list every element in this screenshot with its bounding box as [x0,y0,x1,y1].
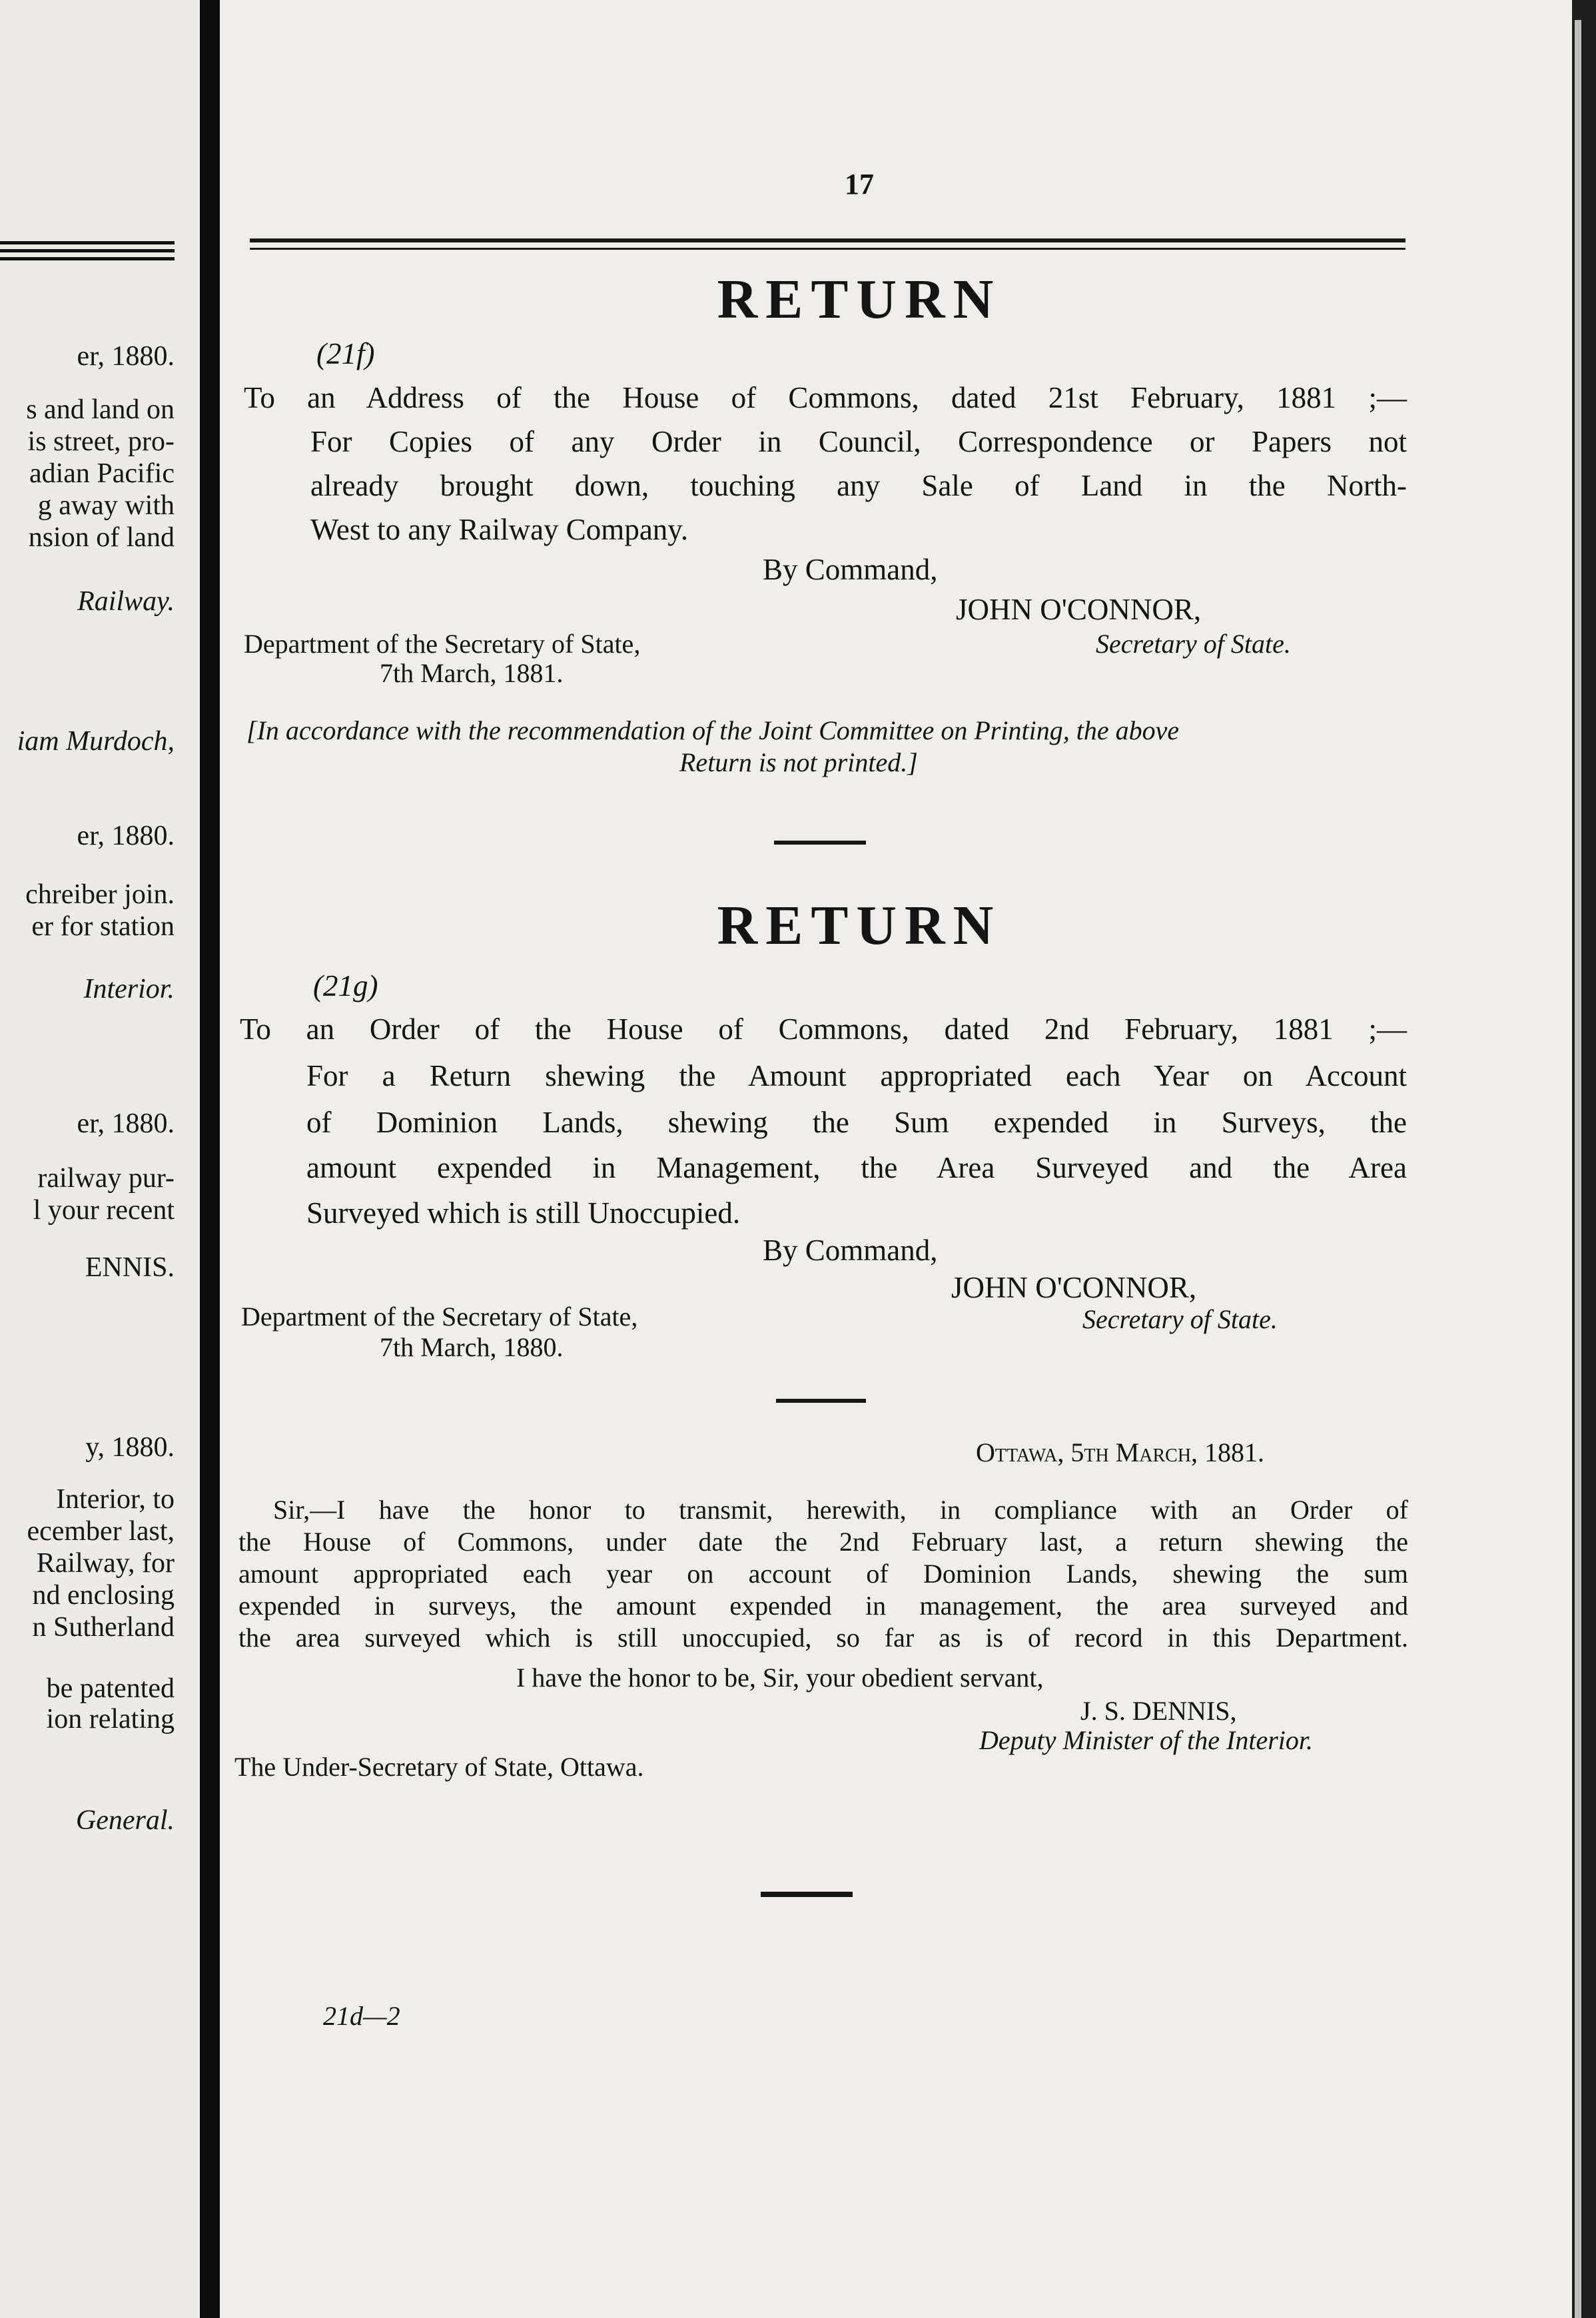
date-line: 7th March, 1881. [380,658,564,688]
header-double-rule [250,248,1405,250]
left-page-text-fragment: iam Murdoch, [17,726,175,757]
letter-addressee: The Under-Secretary of State, Ottawa. [234,1752,644,1782]
letter-body-line: Sir,—I have the honor to transmit, herewith, in compliance with an Order of [273,1495,1408,1525]
left-page-text-fragment: er for station [31,911,175,942]
left-page-text-fragment: Interior. [83,974,175,1004]
return-reference: (21f) [316,337,375,370]
left-page-text-fragment: y, 1880. [85,1432,175,1463]
signer-name: JOHN O'CONNOR, [951,1271,1197,1304]
by-command: By Command, [763,1234,938,1267]
return-text-line: For a Return shewing the Amount appropriated each Year on Account [306,1059,1407,1092]
left-page-text-fragment: Railway, for [36,1548,175,1579]
page-number: 17 [845,168,874,200]
return-text-line: Surveyed which is still Unoccupied. [306,1196,741,1230]
left-page-text-fragment: Railway. [77,586,175,617]
header-double-rule [250,238,1405,242]
letter-place-date: Ottawa, 5th March, 1881. [976,1437,1265,1467]
date-line: 7th March, 1880. [380,1332,564,1362]
department-line: Department of the Secretary of State, [241,1302,638,1332]
right-page-edge [1572,0,1596,2318]
left-page-text-fragment: ion relating [46,1704,175,1735]
left-page-text-fragment: s and land on [26,394,175,425]
left-page-text-fragment: adian Pacific [29,458,175,489]
department-line: Department of the Secretary of State, [244,629,641,659]
return-text-line: of Dominion Lands, shewing the Sum expended in Surveys, the [306,1106,1407,1139]
left-page-text-fragment: General. [75,1805,175,1836]
left-page-fragment [0,0,200,2318]
letter-signer-title: Deputy Minister of the Interior. [979,1725,1314,1755]
return-heading: RETURN [717,268,1002,330]
main-page [220,0,1572,2318]
section-divider [774,841,866,845]
page-gutter [200,0,220,2318]
letter-signer: J. S. DENNIS, [1080,1696,1237,1726]
left-page-text-fragment: nsion of land [28,522,175,553]
left-page-text-fragment: er, 1880. [77,1108,175,1139]
left-rule [0,249,175,252]
left-page-text-fragment: ecember last, [27,1516,175,1547]
signer-title: Secretary of State. [1082,1304,1278,1334]
return-reference: (21g) [313,969,378,1002]
left-rule [0,257,175,260]
letter-body-line: expended in surveys, the amount expended in management, the area surveyed and [238,1591,1408,1621]
letter-closing: I have the honor to be, Sir, your obedient servant, [516,1663,1044,1693]
return-text-line: To an Order of the House of Commons, dated 2nd February, 1881 ;— [240,1012,1407,1046]
letter-body-line: the House of Commons, under date the 2nd February last, a return shewing the [238,1527,1408,1557]
left-page-text-fragment: be patented [46,1673,175,1704]
return-heading: RETURN [717,895,1002,957]
signer-title: Secretary of State. [1096,629,1291,659]
section-divider [776,1399,866,1403]
return-text-line: For Copies of any Order in Council, Correspondence or Papers not [310,425,1407,458]
page-footer-signature: 21d—2 [323,2001,400,2031]
return-text-line: already brought down, touching any Sale of Land in the North- [310,469,1407,502]
left-page-text-fragment: nd enclosing [32,1580,175,1611]
left-page-text-fragment: er, 1880. [77,821,175,851]
left-page-text-fragment: n Sutherland [32,1612,175,1643]
letter-body-line: amount appropriated each year on account of Dominion Lands, shewing the sum [238,1559,1408,1589]
left-page-text-fragment: l your recent [33,1195,175,1226]
printing-note: [In accordance with the recommendation of the Joint Committee on Printing, the above [246,715,1180,745]
left-page-text-fragment: g away with [37,490,175,521]
return-text-line: To an Address of the House of Commons, dated 21st February, 1881 ;— [244,381,1407,414]
printing-note: Return is not printed.] [679,747,918,777]
section-divider [761,1892,853,1897]
left-page-text-fragment: er, 1880. [77,341,175,372]
left-page-text-fragment: Interior, to [56,1484,175,1515]
return-text-line: West to any Railway Company. [310,513,689,546]
left-page-text-fragment: railway pur- [37,1163,175,1194]
return-text-line: amount expended in Management, the Area Surveyed and the Area [306,1151,1407,1184]
letter-body-line: the area surveyed which is still unoccupied, so far as is of record in this Department. [238,1623,1408,1653]
left-rule [0,241,175,244]
left-page-text-fragment: is street, pro- [27,426,175,457]
signer-name: JOHN O'CONNOR, [956,593,1202,626]
by-command: By Command, [763,553,938,586]
left-page-text-fragment: ENNIS. [85,1252,175,1283]
left-page-text-fragment: chreiber join. [25,879,175,910]
